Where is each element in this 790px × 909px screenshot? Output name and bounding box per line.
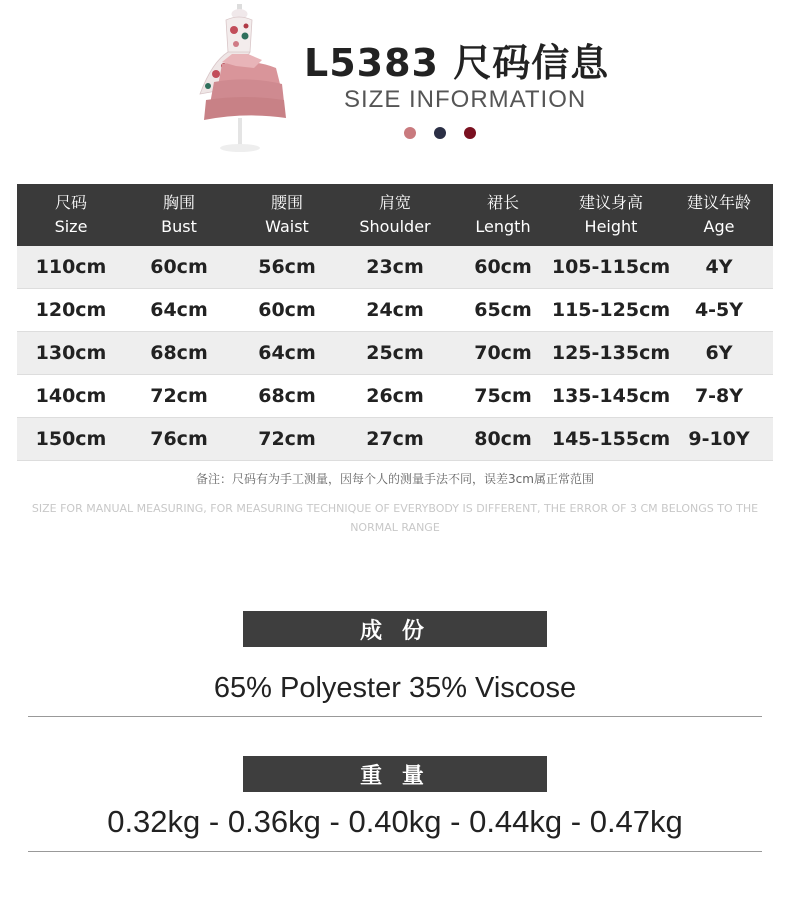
- table-cell: 60cm: [474, 256, 532, 278]
- table-cell: 135-145cm: [551, 385, 671, 407]
- header-cn: 肩宽: [378, 193, 411, 212]
- color-swatch-wine: [464, 127, 476, 139]
- table-row: [17, 289, 773, 332]
- header-en: Size: [54, 217, 88, 236]
- weight-heading: 重 量: [243, 756, 547, 792]
- table-cell: 125-135cm: [551, 342, 671, 364]
- column-header-shoulder: [341, 184, 449, 246]
- header-cn: 尺码: [54, 193, 87, 212]
- table-cell: 80cm: [474, 428, 532, 450]
- header-cn: 裙长: [486, 193, 519, 212]
- table-cell: 68cm: [258, 385, 316, 407]
- header-en: Waist: [265, 217, 309, 236]
- table-cell: 68cm: [150, 342, 208, 364]
- column-header-length: [449, 184, 557, 246]
- table-cell: 7-8Y: [694, 385, 744, 407]
- table-cell: 24cm: [366, 299, 424, 321]
- header-en: Shoulder: [359, 217, 431, 236]
- table-cell: 115-125cm: [551, 299, 671, 321]
- header-en: Length: [475, 217, 531, 236]
- table-cell: 150cm: [35, 428, 107, 450]
- table-cell: 26cm: [366, 385, 424, 407]
- composition-heading: 成 份: [243, 611, 547, 647]
- table-row: [17, 375, 773, 418]
- table-cell: 64cm: [150, 299, 208, 321]
- size-table: [17, 184, 773, 461]
- divider: [28, 851, 762, 852]
- table-cell: 70cm: [474, 342, 532, 364]
- table-cell: 25cm: [366, 342, 424, 364]
- table-cell: 130cm: [35, 342, 107, 364]
- table-cell: 4-5Y: [694, 299, 744, 321]
- header-cn: 腰围: [270, 193, 303, 212]
- dress-product-image: [192, 2, 288, 154]
- header-en: Bust: [161, 217, 197, 236]
- column-header-size: [17, 184, 125, 246]
- table-cell: 120cm: [35, 299, 107, 321]
- measurement-note-cn: 备注：尺码有为手工测量，因每个人的测量手法不同，误差3cm属正常范围: [196, 472, 594, 486]
- table-cell: 9-10Y: [688, 428, 750, 450]
- column-header-age: [665, 184, 773, 246]
- header-en: Height: [584, 217, 638, 236]
- table-cell: 72cm: [150, 385, 208, 407]
- weight-value: 0.32kg - 0.36kg - 0.40kg - 0.44kg - 0.47kg: [107, 804, 683, 839]
- column-header-height: [557, 184, 665, 246]
- table-cell: 65cm: [474, 299, 532, 321]
- table-row: [17, 246, 773, 289]
- page-subtitle: SIZE INFORMATION: [344, 86, 587, 113]
- table-cell: 105-115cm: [551, 256, 671, 278]
- composition-value: 65% Polyester 35% Viscose: [213, 672, 577, 704]
- table-cell: 140cm: [35, 385, 107, 407]
- table-cell: 60cm: [258, 299, 316, 321]
- column-header-waist: [233, 184, 341, 246]
- size-table-header: [17, 184, 773, 246]
- color-swatch-pink: [404, 127, 416, 139]
- table-row: [17, 418, 773, 461]
- table-row: [17, 332, 773, 375]
- table-cell: 75cm: [474, 385, 532, 407]
- table-cell: 27cm: [366, 428, 424, 450]
- header-en: Age: [703, 217, 735, 236]
- table-cell: 23cm: [366, 256, 424, 278]
- table-cell: 110cm: [35, 256, 107, 278]
- table-cell: 76cm: [150, 428, 208, 450]
- table-cell: 56cm: [258, 256, 316, 278]
- header-cn: 建议年龄: [686, 193, 751, 212]
- table-cell: 72cm: [258, 428, 316, 450]
- table-cell: 4Y: [705, 256, 733, 278]
- color-swatch-navy: [434, 127, 446, 139]
- header-cn: 胸围: [162, 193, 195, 212]
- divider: [28, 716, 762, 717]
- header-cn: 建议身高: [578, 193, 643, 212]
- page-title: L5383 尺码信息: [304, 41, 610, 85]
- table-cell: 6Y: [705, 342, 733, 364]
- table-cell: 145-155cm: [551, 428, 671, 450]
- column-header-bust: [125, 184, 233, 246]
- table-cell: 64cm: [258, 342, 316, 364]
- table-cell: 60cm: [150, 256, 208, 278]
- measurement-note-en: SIZE FOR MANUAL MEASURING, FOR MEASURING TECHNIQUE OF EVERYBODY IS DIFFERENT, THE ERROR OF 3 CM BELONGS TO THE NORMAL RANGE: [31, 502, 759, 534]
